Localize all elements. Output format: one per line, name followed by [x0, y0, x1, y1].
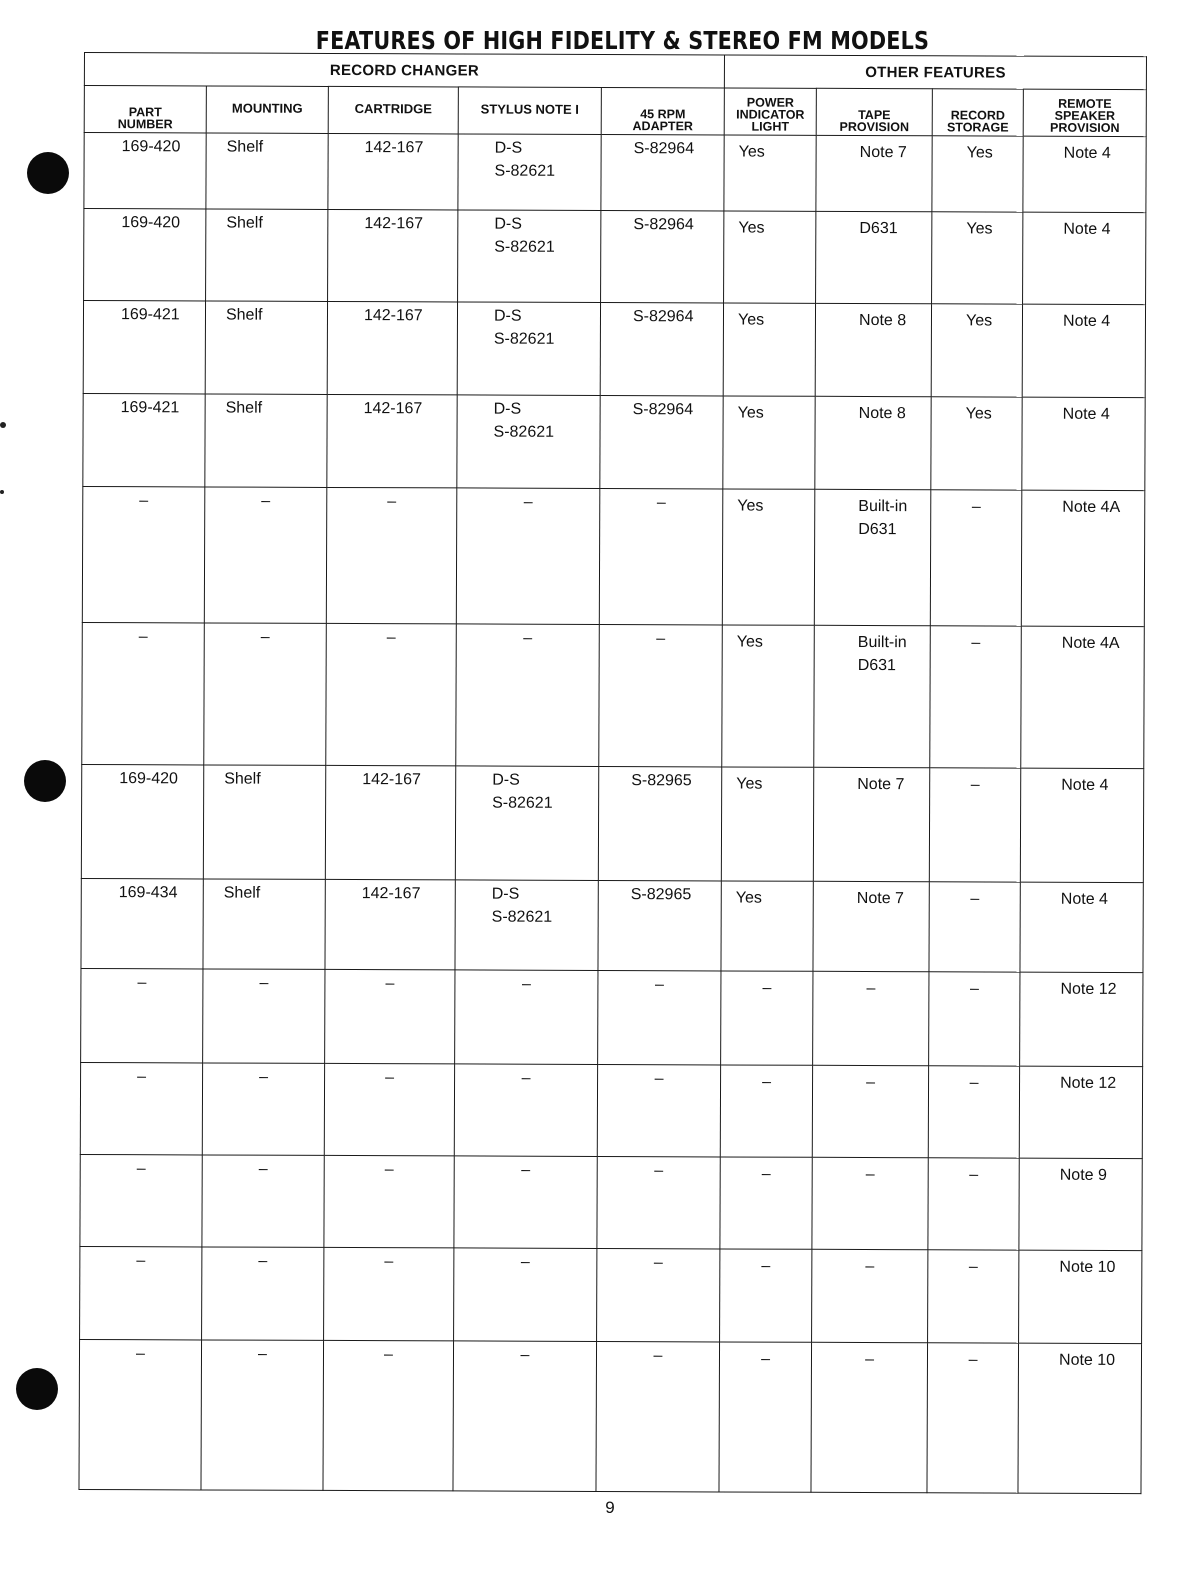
cell-line: Yes	[737, 497, 764, 515]
cell-line: S-82964	[633, 216, 694, 234]
column-header	[601, 87, 724, 134]
table-cell	[932, 136, 1023, 212]
cell-line: –	[865, 1351, 875, 1369]
table-cell	[601, 210, 724, 302]
scan-speck	[0, 490, 4, 494]
table-row	[84, 133, 1146, 213]
cell-line: 169-421	[120, 399, 180, 417]
cell-line: –	[137, 974, 147, 992]
table-cell	[206, 133, 328, 209]
cell-line: 169-421	[120, 306, 180, 324]
table-row	[84, 209, 1146, 305]
table-cell	[453, 1341, 597, 1492]
cell-line: Shelf	[226, 214, 263, 232]
cell-line: –	[520, 1253, 530, 1271]
table-cell	[813, 971, 929, 1065]
table-row	[80, 1154, 1142, 1250]
cell-line: Note 4A	[1062, 498, 1121, 516]
cell-line: D-S	[492, 771, 520, 789]
table-cell	[721, 881, 813, 971]
table-cell	[1023, 136, 1146, 212]
table-cell	[723, 396, 815, 489]
cell-line: D631	[858, 520, 897, 539]
table-cell	[1019, 1158, 1142, 1250]
table-cell	[455, 880, 598, 971]
cell-line: Yes	[738, 143, 765, 161]
table-cell	[324, 1155, 454, 1247]
cell-line: Built-in	[858, 497, 908, 516]
cell-line: S-82621	[493, 423, 555, 441]
cell-line: S-82621	[493, 330, 555, 348]
cell-line: Note 7	[856, 889, 904, 908]
column-header-line: STORAGE	[946, 120, 1009, 135]
table-cell	[203, 765, 325, 879]
table-cell	[80, 1246, 202, 1339]
cell-line: D-S	[494, 139, 523, 157]
cell-line: Yes	[737, 404, 764, 422]
cell-line: 169-420	[119, 770, 178, 788]
column-header	[84, 86, 206, 133]
cell-line: Note 8	[859, 311, 907, 330]
features-table	[78, 52, 1147, 1494]
table-row	[83, 301, 1145, 398]
table-row	[80, 1062, 1142, 1158]
table-cell	[813, 881, 929, 971]
table-cell	[205, 394, 327, 487]
cell-line: –	[653, 1254, 663, 1272]
cell-line: –	[260, 628, 270, 646]
cell-line: Shelf	[223, 884, 261, 902]
table-cell	[601, 134, 724, 210]
cell-line: –	[968, 1351, 978, 1369]
cell-line: –	[385, 1069, 395, 1087]
cell-line: –	[136, 1252, 146, 1270]
cell-line: 142-167	[363, 307, 423, 325]
table-cell	[814, 489, 931, 625]
table-cell	[456, 624, 600, 767]
table-cell	[457, 395, 600, 489]
column-header-line: LIGHT	[751, 119, 790, 134]
column-header	[932, 89, 1023, 136]
table-cell	[724, 135, 816, 211]
table-row	[83, 393, 1145, 490]
table-cell	[1020, 768, 1143, 882]
table-cell	[81, 878, 203, 968]
table-cell	[1019, 1066, 1142, 1158]
cell-line: –	[656, 494, 666, 512]
table-cell	[928, 1066, 1019, 1158]
table-cell	[1022, 397, 1145, 490]
table-cell	[204, 623, 327, 765]
table-cell	[1021, 490, 1145, 626]
table-row	[80, 1246, 1142, 1343]
table-cell	[722, 489, 815, 625]
binder-hole	[24, 760, 66, 802]
column-header-line: STYLUS NOTE I	[480, 101, 579, 117]
table-cell	[815, 396, 931, 489]
table-cell	[454, 1248, 597, 1342]
table-cell	[454, 1156, 597, 1249]
cell-line: –	[969, 980, 979, 998]
cell-line: –	[971, 498, 981, 516]
cell-line: –	[523, 629, 533, 647]
cell-line: 142-167	[362, 771, 421, 789]
table-cell	[1022, 304, 1145, 397]
cell-line: Note 4	[1063, 220, 1111, 238]
column-header-line: PART	[128, 105, 162, 120]
table-cell	[84, 133, 206, 209]
table-cell	[600, 395, 723, 488]
table-cell	[325, 879, 455, 969]
table-cell	[816, 211, 932, 303]
table-row	[82, 486, 1145, 626]
cell-line: –	[384, 1253, 394, 1271]
table-cell	[812, 1249, 928, 1342]
table-cell	[458, 210, 601, 303]
cell-line: 142-167	[364, 139, 424, 157]
cell-line: S-82965	[630, 886, 692, 904]
table-body	[79, 133, 1146, 1494]
scan-speck	[0, 422, 6, 428]
table-cell	[81, 764, 203, 878]
cell-line: D631	[859, 219, 898, 238]
cell-line: D-S	[493, 400, 522, 418]
cell-line: –	[970, 776, 980, 794]
cell-line: D-S	[494, 215, 522, 233]
cell-line: –	[258, 1160, 268, 1178]
table-cell	[597, 1064, 720, 1156]
cell-line: Yes	[966, 220, 993, 238]
table-cell	[812, 1065, 928, 1157]
column-header-line: PROVISION	[839, 119, 910, 135]
cell-line: Shelf	[224, 770, 261, 788]
table-cell	[932, 212, 1023, 304]
cell-line: –	[761, 1257, 771, 1275]
table-cell	[84, 209, 206, 301]
table-cell	[205, 301, 327, 394]
column-header-line: POWER	[746, 95, 795, 110]
table-cell	[929, 768, 1020, 882]
table-cell	[813, 767, 929, 881]
cell-line: –	[969, 1074, 979, 1092]
column-header	[458, 87, 601, 135]
cell-line: 169-434	[118, 884, 178, 902]
binder-hole	[27, 152, 69, 194]
cell-line: Note 4	[1063, 144, 1111, 162]
table-cell	[454, 1064, 597, 1157]
cell-line: –	[521, 975, 531, 993]
column-header-line: INDICATOR	[736, 107, 805, 122]
cell-line: Note 12	[1060, 980, 1117, 998]
table-cell	[1019, 1250, 1142, 1343]
column-header-line: RECORD	[950, 108, 1005, 123]
cell-line: –	[387, 493, 397, 511]
table-cell	[720, 1249, 812, 1342]
cell-line: Note 4	[1061, 776, 1109, 794]
column-header-line: ADAPTER	[632, 119, 693, 134]
cell-line: Yes	[738, 311, 765, 329]
column-header	[724, 88, 816, 135]
table-cell	[455, 970, 598, 1065]
column-header	[206, 86, 328, 133]
cell-line: Note 4	[1063, 312, 1111, 330]
table-cell	[596, 1341, 720, 1491]
table-cell	[324, 1247, 454, 1340]
cell-line: –	[653, 1347, 663, 1365]
table-cell	[328, 133, 458, 209]
cell-line: Note 4	[1060, 890, 1108, 908]
cell-line: Yes	[735, 889, 762, 907]
table-cell	[1020, 882, 1143, 972]
table-cell	[816, 135, 932, 211]
cell-line: –	[866, 980, 876, 998]
table-cell	[457, 302, 600, 396]
page-number: 9	[605, 1498, 615, 1517]
cell-line: Note 4	[1062, 405, 1110, 423]
cell-line: Shelf	[225, 306, 263, 324]
cell-line: –	[259, 1068, 269, 1086]
cell-line: –	[384, 1346, 393, 1364]
column-header-line: PROVISION	[1050, 120, 1120, 135]
table-cell	[324, 1063, 454, 1155]
table-cell	[83, 393, 205, 486]
column-header	[1023, 89, 1146, 136]
cell-line: 142-167	[364, 215, 424, 233]
table-cell	[721, 971, 813, 1065]
cell-line: Shelf	[225, 399, 263, 417]
cell-line: 169-420	[121, 214, 181, 232]
table-cell	[82, 486, 205, 622]
cell-line: D-S	[493, 307, 522, 325]
cell-line: S-82964	[633, 140, 695, 158]
table-cell	[599, 624, 723, 766]
binder-hole	[16, 1368, 58, 1410]
table-cell	[723, 303, 815, 396]
cell-line: S-82621	[494, 162, 556, 180]
table-cell	[1023, 212, 1146, 304]
cell-line: –	[138, 628, 148, 646]
cell-line: –	[654, 1070, 664, 1088]
cell-line: Note 10	[1059, 1258, 1116, 1276]
cell-line: Yes	[736, 633, 763, 651]
table-cell	[597, 1248, 720, 1341]
page-title: FEATURES OF HIGH FIDELITY & STEREO FM MODELS	[315, 26, 930, 55]
group-record-changer: RECORD CHANGER	[84, 53, 724, 88]
cell-line: Note 12	[1060, 1074, 1117, 1092]
table-cell	[815, 303, 931, 396]
cell-line: 169-420	[121, 138, 181, 156]
cell-line: S-82621	[494, 238, 555, 256]
table-cell	[325, 969, 455, 1063]
cell-line: Yes	[736, 775, 763, 793]
table-cell	[202, 1247, 324, 1340]
table-cell	[600, 302, 723, 395]
group-header-row	[84, 53, 1146, 90]
table-cell	[931, 304, 1022, 397]
table-cell	[327, 394, 457, 487]
table-cell	[83, 301, 205, 394]
column-header-line: 45 RPM	[640, 107, 686, 122]
table-row	[81, 878, 1143, 972]
table-cell	[323, 1340, 454, 1490]
cell-line: –	[137, 1068, 147, 1086]
cell-line: –	[136, 1345, 145, 1363]
table-cell	[455, 766, 598, 881]
cell-line: Yes	[965, 405, 992, 423]
table-cell	[928, 1250, 1019, 1343]
table-cell	[326, 487, 457, 623]
column-header-row	[84, 86, 1146, 137]
table-cell	[80, 1062, 202, 1154]
cell-line: –	[520, 1346, 530, 1364]
cell-line: –	[384, 1161, 394, 1179]
cell-line: –	[866, 1074, 876, 1092]
table-cell	[598, 766, 721, 880]
column-header-line: NUMBER	[117, 117, 173, 132]
cell-line: Note 8	[858, 404, 906, 423]
table-cell	[206, 209, 328, 301]
table-cell	[1020, 972, 1143, 1066]
cell-line: –	[258, 1252, 268, 1270]
column-header	[328, 86, 458, 133]
table-cell	[80, 1154, 202, 1246]
table-cell	[326, 623, 457, 765]
table-row	[79, 1339, 1142, 1493]
table-cell	[204, 487, 327, 623]
cell-line: –	[386, 629, 396, 647]
table-cell	[719, 1342, 812, 1492]
table-cell	[203, 969, 325, 1063]
cell-line: Note 7	[859, 143, 907, 162]
cell-line: Built-in	[857, 633, 907, 652]
cell-line: –	[761, 1165, 771, 1183]
table-cell	[812, 1157, 928, 1249]
column-header-line: TAPE	[858, 107, 891, 123]
column-header-line: SPEAKER	[1054, 108, 1116, 123]
table-cell	[814, 625, 931, 767]
table-cell	[722, 625, 815, 767]
table-cell	[1018, 1343, 1142, 1493]
cell-line: –	[258, 1345, 267, 1363]
table-cell	[720, 1157, 812, 1249]
column-header-line: CARTRIDGE	[354, 101, 432, 117]
cell-line: –	[261, 492, 271, 510]
cell-line: Note 4A	[1061, 634, 1120, 652]
cell-line: Yes	[738, 219, 765, 237]
table-cell	[1021, 626, 1145, 768]
cell-line: Shelf	[226, 138, 264, 156]
cell-line: S-82621	[491, 908, 553, 926]
cell-line: –	[971, 634, 981, 652]
table-cell	[81, 968, 203, 1062]
table-cell	[931, 397, 1022, 490]
table-cell	[325, 765, 455, 879]
table-cell	[930, 626, 1022, 768]
cell-line: –	[654, 1162, 664, 1180]
cell-line: –	[521, 1161, 531, 1179]
table-cell	[202, 1063, 324, 1155]
cell-line: S-82964	[632, 401, 694, 419]
table-cell	[458, 134, 601, 211]
cell-line: Note 7	[857, 775, 905, 794]
table-cell	[721, 767, 813, 881]
table-cell	[928, 1158, 1019, 1250]
cell-line: –	[523, 493, 533, 511]
cell-line: –	[136, 1160, 146, 1178]
table-cell	[811, 1342, 928, 1492]
cell-line: Note 9	[1059, 1166, 1107, 1184]
cell-line: –	[865, 1166, 875, 1184]
table-cell	[927, 1343, 1019, 1493]
cell-line: D-S	[491, 885, 520, 903]
cell-line: –	[762, 979, 772, 997]
table-cell	[79, 1339, 202, 1489]
table-cell	[598, 880, 721, 970]
table-row	[81, 968, 1143, 1066]
column-header-line: MOUNTING	[231, 100, 303, 116]
table-cell	[929, 882, 1020, 972]
table-cell	[597, 1156, 720, 1248]
table-cell	[720, 1065, 812, 1157]
cell-line: –	[139, 492, 149, 510]
column-header-line: REMOTE	[1058, 96, 1112, 111]
cell-line: S-82964	[632, 308, 694, 326]
table-cell	[598, 970, 721, 1064]
table-row	[82, 622, 1145, 768]
table-cell	[456, 488, 600, 625]
cell-line: –	[656, 630, 666, 648]
cell-line: –	[385, 975, 395, 993]
cell-line: D631	[857, 656, 896, 675]
cell-line: –	[654, 976, 664, 994]
cell-line: Yes	[966, 312, 993, 330]
table-cell	[203, 879, 325, 969]
table-cell	[327, 301, 457, 394]
cell-line: –	[259, 974, 269, 992]
cell-line: Note 10	[1059, 1351, 1116, 1369]
table-cell	[929, 972, 1020, 1066]
cell-line: –	[969, 1166, 979, 1184]
table-cell	[328, 209, 458, 301]
cell-line: Yes	[966, 144, 993, 162]
cell-line: –	[865, 1258, 875, 1276]
cell-line: S-82621	[492, 794, 553, 812]
table-cell	[930, 490, 1022, 626]
cell-line: –	[968, 1258, 978, 1276]
column-header	[816, 88, 932, 135]
cell-line: 142-167	[363, 400, 423, 418]
cell-line: S-82965	[631, 772, 692, 790]
table-cell	[82, 622, 205, 764]
table-cell	[201, 1340, 324, 1490]
cell-line: –	[970, 890, 980, 908]
table-row	[81, 764, 1144, 882]
cell-line: 142-167	[361, 885, 421, 903]
table-cell	[724, 211, 816, 303]
cell-line: –	[761, 1350, 771, 1368]
group-other-features: OTHER FEATURES	[724, 55, 1146, 90]
features-table-container	[78, 52, 1146, 1496]
cell-line: –	[521, 1069, 531, 1087]
cell-line: –	[762, 1073, 772, 1091]
table-cell	[599, 488, 723, 624]
table-cell	[202, 1155, 324, 1247]
